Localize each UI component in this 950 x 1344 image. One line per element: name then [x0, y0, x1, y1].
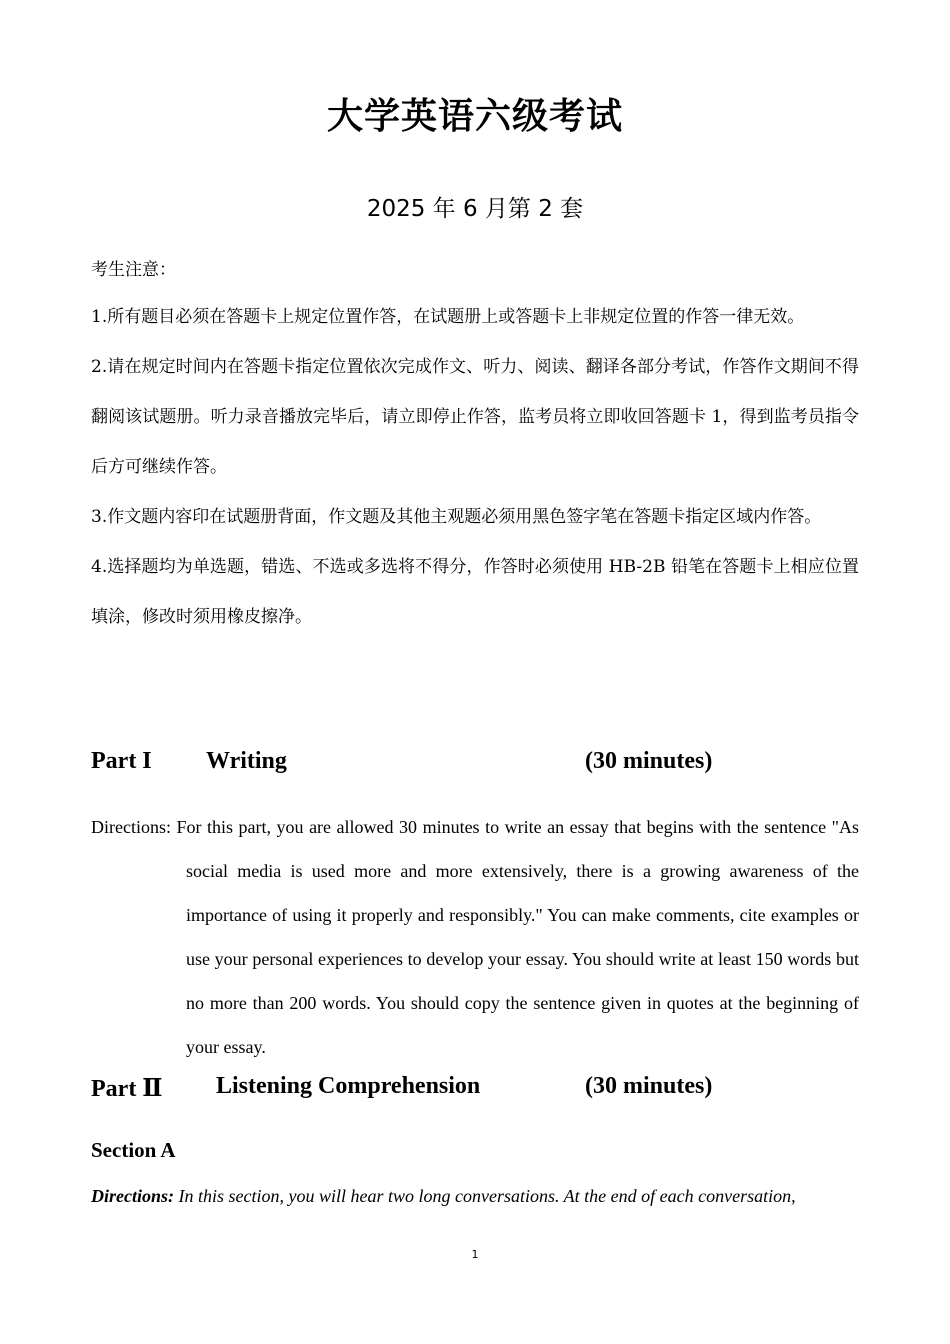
section-a-directions-text: In this section, you will hear two long conversations. At the end of each conversation,: [178, 1186, 796, 1206]
page-title: 大学英语六级考试: [326, 96, 623, 137]
part2-label: Part Ⅱ: [91, 1076, 163, 1102]
part2-heading: [91, 1073, 859, 1105]
part1-time: (30 minutes): [585, 748, 713, 774]
part1-label: Part I: [91, 748, 152, 774]
section-a-directions-label: Directions:: [91, 1186, 174, 1206]
section-a-directions: [91, 1186, 859, 1207]
part1-name: Writing: [206, 748, 287, 774]
notice-heading: 考生注意：: [91, 260, 176, 280]
page-number: 1: [471, 1248, 479, 1261]
notice-item-4: 4.选择题均为单选题，错选、不选或多选将不得分，作答时必须使用 HB-2B 铅笔在答题卡上相应位置填涂，修改时须用橡皮擦净。: [91, 557, 859, 627]
part1-directions: [91, 805, 859, 1069]
notice-item-2: 2.请在规定时间内在答题卡指定位置依次完成作文、听力、阅读、翻译各部分考试，作答作文期间不得翻阅该试题册。听力录音播放完毕后，请立即停止作答，监考员将立即收回答题卡 1，得到监考员指令后方可继续作答。: [91, 357, 859, 477]
section-a-heading: Section A: [91, 1138, 176, 1162]
notice-list: [91, 292, 859, 642]
part2-time: (30 minutes): [585, 1073, 713, 1099]
exam-subtitle: 2025 年 6 月第 2 套: [366, 196, 584, 222]
notice-item-3: 3.作文题内容印在试题册背面，作文题及其他主观题必须用黑色签字笔在答题卡指定区域内作答。: [91, 507, 822, 527]
part1-heading: [91, 748, 859, 780]
part2-name: Listening Comprehension: [216, 1073, 481, 1099]
part1-directions-text: Directions: For this part, you are allowed 30 minutes to write an essay that begins with the sentence "As social media is used more and more extensively, there is a growing awareness of the importance of using it properly and responsibly." You can make comments, cite examples or use your personal experiences to develop your essay. You should write at least 150 words but no more than 200 words. You should copy the sentence given in quotes at the beginning of your essay.: [91, 817, 859, 1057]
notice-item-1: 1.所有题目必须在答题卡上规定位置作答，在试题册上或答题卡上非规定位置的作答一律无效。: [91, 307, 805, 327]
